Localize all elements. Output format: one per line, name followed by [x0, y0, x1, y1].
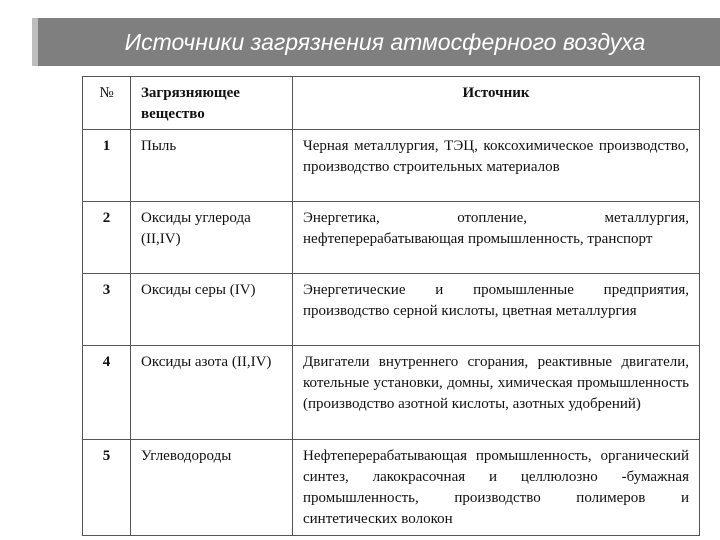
- row-number: 2: [83, 202, 131, 274]
- pollution-sources-table: [82, 76, 700, 536]
- row-number: 4: [83, 346, 131, 440]
- row-substance: Оксиды серы (IV): [131, 274, 293, 346]
- table-row: [83, 440, 700, 536]
- table-header-row: [83, 77, 700, 130]
- table-row: [83, 274, 700, 346]
- row-source: Энергетика, отопление, металлургия, нефтеперерабатывающая промышленность, транспорт: [293, 202, 700, 274]
- row-substance: Углеводороды: [131, 440, 293, 536]
- row-source: Нефтеперерабатывающая промышленность, органический синтез, лакокрасочная и целлюлозно -бумажная промышленность, производство полимеров и синтетических волокон: [293, 440, 700, 536]
- slide-left-margin: [0, 0, 32, 540]
- row-source: Двигатели внутреннего сгорания, реактивные двигатели, котельные установки, домны, химическая промышленность (производство азотной кислоты, азотных удобрений): [293, 346, 700, 440]
- row-substance: Оксиды углерода (II,IV): [131, 202, 293, 274]
- table-row: [83, 202, 700, 274]
- table-row: [83, 130, 700, 202]
- row-number: 5: [83, 440, 131, 536]
- table-row: [83, 346, 700, 440]
- row-substance: Пыль: [131, 130, 293, 202]
- row-source: Энергетические и промышленные предприятия, производство серной кислоты, цветная металлургия: [293, 274, 700, 346]
- slide-title: Источники загрязнения атмосферного воздуха: [32, 18, 720, 66]
- row-substance: Оксиды азота (II,IV): [131, 346, 293, 440]
- row-number: 1: [83, 130, 131, 202]
- row-number: 3: [83, 274, 131, 346]
- row-source: Черная металлургия, ТЭЦ, коксохимическое производство, производство строительных материалов: [293, 130, 700, 202]
- header-number: №: [83, 77, 131, 130]
- header-substance: Загрязняющее вещество: [131, 77, 293, 130]
- header-source: Источник: [293, 77, 700, 130]
